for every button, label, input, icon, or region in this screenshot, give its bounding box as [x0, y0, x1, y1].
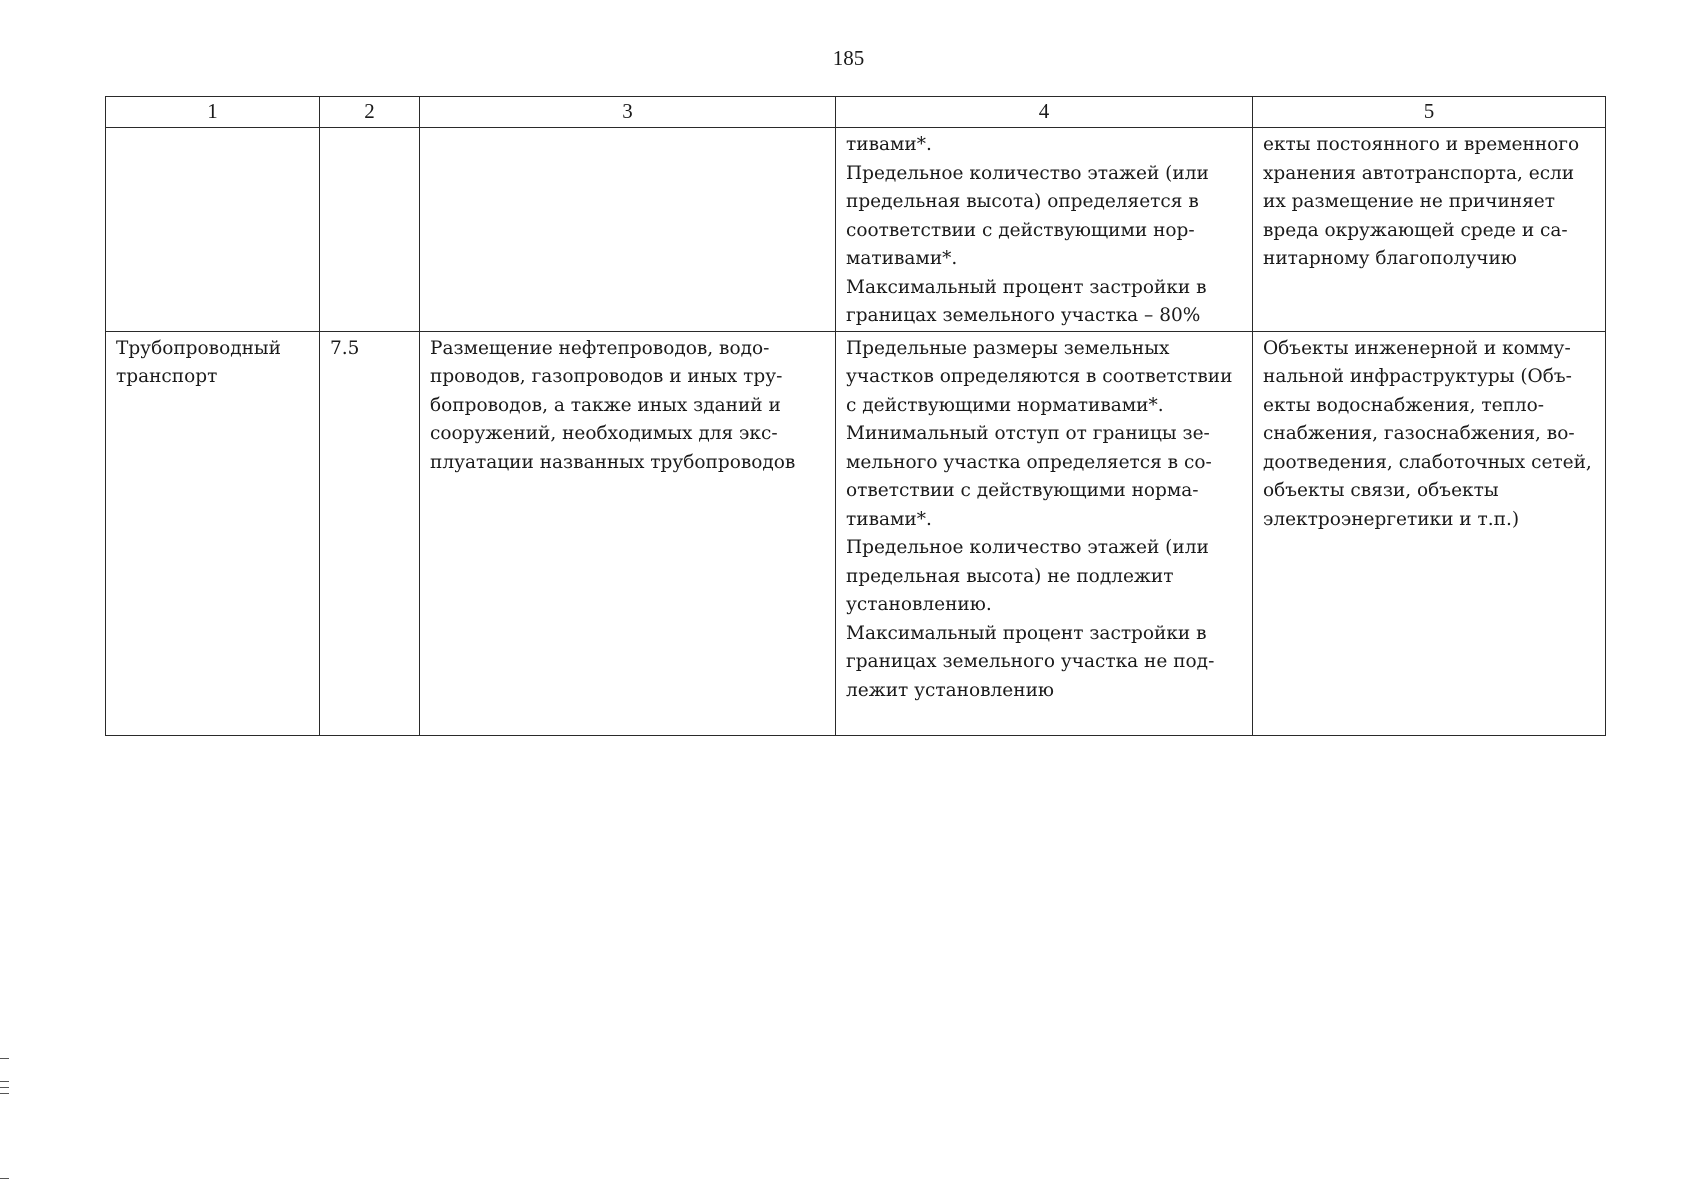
column-header-3: 3 [420, 97, 836, 128]
table-row [106, 128, 1606, 332]
table-row [106, 331, 1606, 735]
column-header-1: 1 [106, 97, 320, 128]
scan-margin-mark [0, 1081, 9, 1082]
page-number: 185 [832, 46, 865, 70]
use-name-cell: Трубопроводный транспорт [106, 331, 320, 735]
parameters-cell: Предельные размеры земельных участков определяются в соответствии с действующими нормативами*. Минимальный отступ от границы земельного участка определяется в соответствии с действующими нормативами*. Предельное количество этажей (или предельная высота) не подлежит установлению. Максимальный процент застройки в границах земельного участка не подлежит установлению [836, 331, 1253, 735]
column-header-5: 5 [1253, 97, 1606, 128]
use-name-cell [106, 128, 320, 332]
use-code-cell: 7.5 [320, 331, 420, 735]
use-code-cell [320, 128, 420, 332]
scan-margin-mark [0, 1093, 9, 1094]
scan-margin-mark [0, 1178, 9, 1179]
column-header-4: 4 [836, 97, 1253, 128]
use-description-cell [420, 128, 836, 332]
scan-margin-mark [0, 1087, 9, 1088]
parameters-cell: тивами*. Предельное количество этажей (или предельная высота) определяется в соответствии с действующими нормативами*. Максимальный процент застройки в границах земельного участка – 80% [836, 128, 1253, 332]
zoning-table [105, 96, 1606, 736]
header-row [106, 97, 1606, 128]
allowed-objects-cell: Объекты инженерной и коммунальной инфраструктуры (Объекты водоснабжения, теплоснабжения, газоснабжения, водоотведения, слаботочных сетей, объекты связи, объекты электроэнергетики и т.п.) [1253, 331, 1606, 735]
use-description-cell: Размещение нефтепроводов, водопроводов, газопроводов и иных трубопроводов, а также иных зданий и сооружений, необходимых для эксплуатации названных трубопроводов [420, 331, 836, 735]
scan-margin-mark [0, 1058, 9, 1059]
column-header-2: 2 [320, 97, 420, 128]
allowed-objects-cell: екты постоянного и временного хранения автотранспорта, если их размещение не причиняет вреда окружающей среде и санитарному благополучию [1253, 128, 1606, 332]
